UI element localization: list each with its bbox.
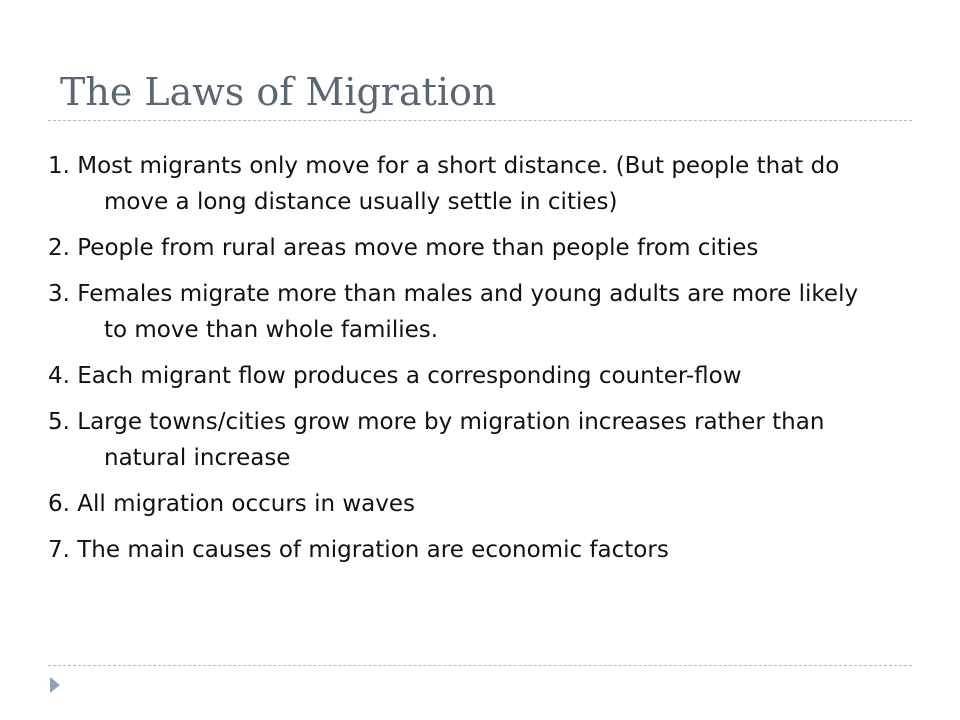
slide-title: The Laws of Migration	[60, 70, 497, 114]
law-item-6: 6. All migration occurs in waves	[48, 491, 416, 517]
footer-divider	[48, 665, 912, 666]
law-item-3: 3. Females migrate more than males and young adults are more likely to move than whole families.	[48, 281, 859, 343]
law-item-1: 1. Most migrants only move for a short distance. (But people that do move a long distance usually settle in cities)	[48, 153, 840, 215]
title-divider	[48, 120, 912, 121]
law-item-7: 7. The main causes of migration are economic factors	[48, 537, 669, 563]
law-item-5: 5. Large towns/cities grow more by migration increases rather than natural increase	[48, 409, 825, 471]
law-item-2: 2. People from rural areas move more than people from cities	[48, 235, 759, 261]
law-list	[48, 148, 878, 578]
law-item-4: 4. Each migrant flow produces a corresponding counter-flow	[48, 363, 742, 389]
triangle-right-icon	[50, 677, 60, 693]
